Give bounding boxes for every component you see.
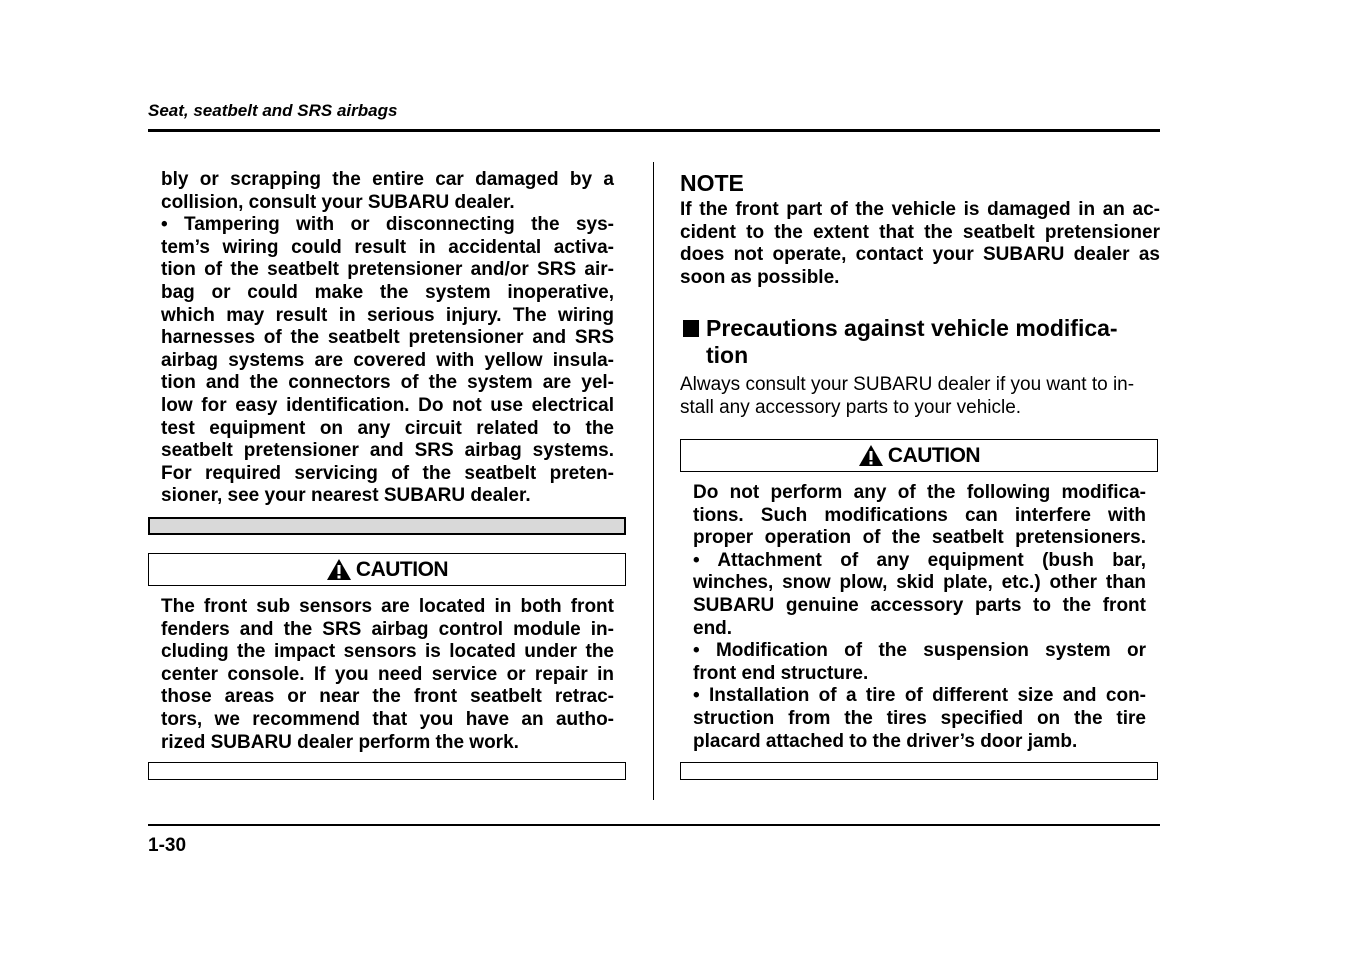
section-heading [683,315,1163,369]
text-line: low for easy identification. Do not use electrical [161,394,614,416]
footer-rule [148,824,1160,826]
text-line: soon as possible. [680,266,840,288]
text-line: cident to the extent that the seatbelt pretensioner [680,221,1160,243]
text-line: placard attached to the driver’s door jamb. [693,730,1078,752]
text-line: does not operate, contact your SUBARU dealer as [680,244,1160,266]
text-line: stall any accessory parts to your vehicle. [680,396,1022,418]
left-caution-header [148,553,626,586]
left-caution-text [161,596,614,754]
text-line: • Attachment of any equipment (bush bar, [693,549,1146,571]
text-line: sioner, see your nearest SUBARU dealer. [161,485,531,507]
text-line: tem’s wiring could result in accidental activa- [161,236,614,258]
section-body [680,374,1162,419]
right-caution-text [693,482,1146,753]
text-line: SUBARU genuine accessory parts to the front [693,594,1146,616]
text-line: bag or could make the system inoperative, [161,281,614,303]
text-line: Always consult your SUBARU dealer if you want to in- [680,374,1135,395]
text-line: • Modification of the suspension system or [693,640,1146,662]
text-line: • Tampering with or disconnecting the sys- [161,214,614,236]
text-line: bly or scrapping the entire car damaged by a [161,169,614,190]
text-line: proper operation of the seatbelt pretensioners. [693,527,1146,549]
running-header: Seat, seatbelt and SRS airbags [148,101,398,120]
text-line: collision, consult your SUBARU dealer. [161,191,515,213]
warning-end-bar [148,517,626,535]
text-line: Do not perform any of the following modifica- [693,482,1146,503]
section-title-line: Precautions against vehicle modifica- [706,315,1118,341]
section-title-line: tion [706,342,749,368]
text-line: fenders and the SRS airbag control module in- [161,618,614,640]
caution-label: CAUTION [355,557,449,581]
text-line: which may result in serious injury. The wiring [161,304,614,326]
text-line: seatbelt pretensioner and SRS airbag systems. [161,440,614,462]
page-number: 1-30 [148,835,187,856]
text-line: airbag systems are covered with yellow insula- [161,349,614,371]
text-line: winches, snow plow, skid plate, etc.) other than [693,572,1146,594]
text-line: cluding the impact sensors is located under the [161,641,614,663]
note-text [680,199,1160,289]
text-line: • Installation of a tire of different size and con- [693,685,1146,707]
right-caution-end-box [680,762,1158,780]
text-line: tions. Such modifications can interfere with [693,504,1146,526]
warning-triangle-icon [858,444,884,467]
text-line: tion and the connectors of the system are yel- [161,372,614,394]
text-line: For required servicing of the seatbelt preten- [161,462,614,484]
text-line: end. [693,617,733,639]
text-line: struction from the tires specified on the tire [693,707,1146,729]
text-line: The front sub sensors are located in both front [161,596,614,617]
text-line: center console. If you need service or repair in [161,663,614,685]
caution-label: CAUTION [887,443,981,467]
left-caution-end-box [148,762,626,780]
right-caution-header [680,439,1158,472]
text-line: harnesses of the seatbelt pretensioner and SRS [161,327,614,349]
column-divider [653,162,654,800]
warning-triangle-icon [326,558,352,581]
note-title: NOTE [680,170,744,196]
text-line: tion of the seatbelt pretensioner and/or SRS air- [161,259,614,281]
text-line: rized SUBARU dealer perform the work. [161,731,519,753]
text-line: If the front part of the vehicle is damaged in an ac- [680,199,1160,220]
text-line: front end structure. [693,662,869,684]
left-continuation-text [161,169,614,508]
text-line: those areas or near the front seatbelt retrac- [161,686,614,708]
section-square-icon [683,320,699,337]
text-line: test equipment on any circuit related to the [161,417,614,439]
text-line: tors, we recommend that you have an autho- [161,708,614,730]
header-rule [148,129,1160,132]
